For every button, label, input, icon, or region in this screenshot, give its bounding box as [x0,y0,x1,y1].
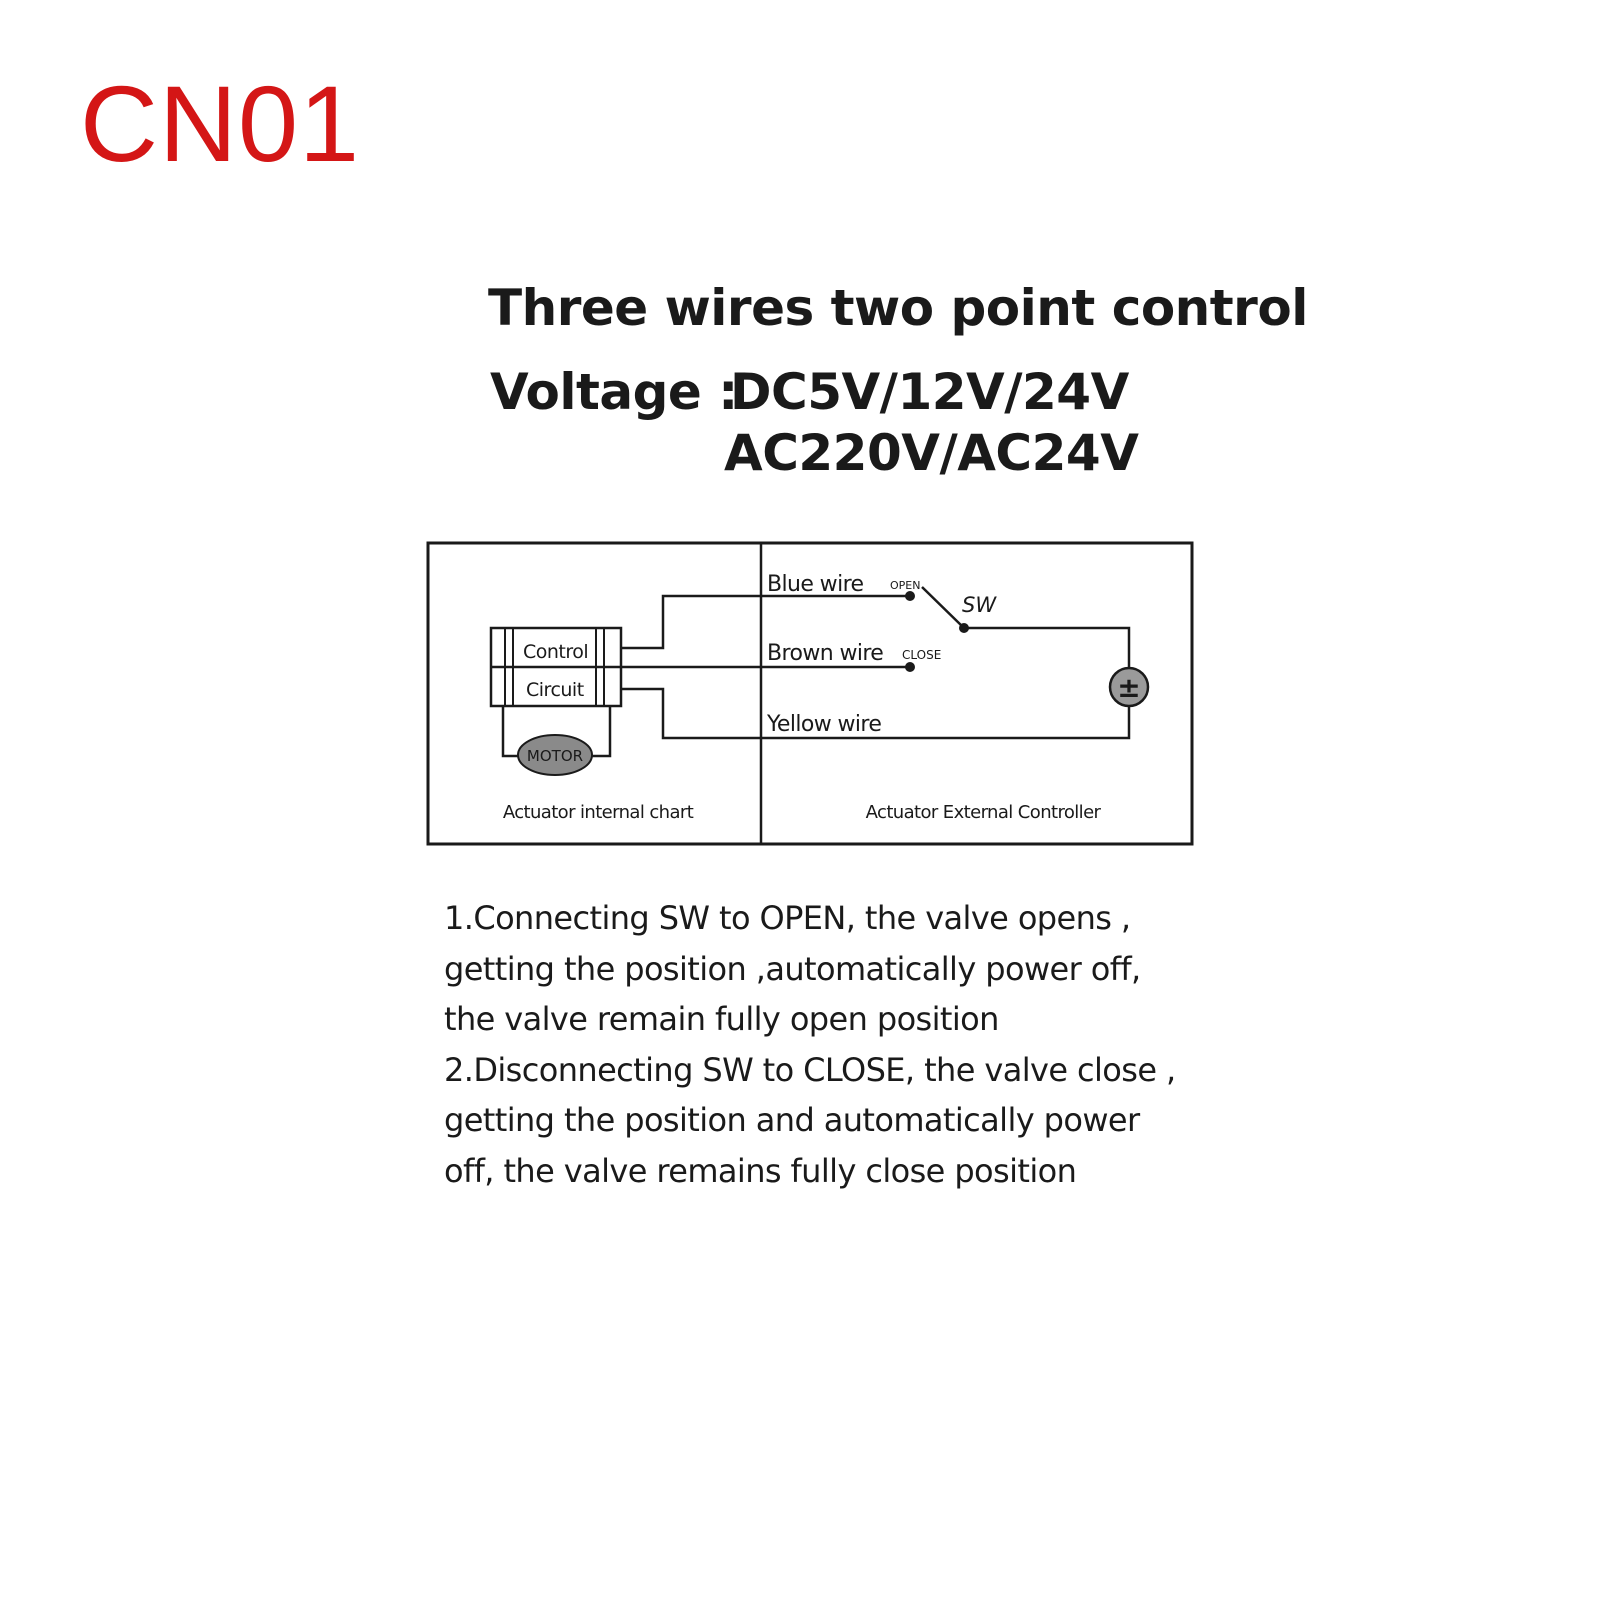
power-symbol: ± [1117,671,1141,704]
voltage-ac-value: AC220V/AC24V [724,424,1139,482]
close-label: CLOSE [902,648,942,662]
brown-wire-label: Brown wire [767,641,884,666]
instruction-line: the valve remain fully open position [444,1000,999,1038]
instruction-line: 1.Connecting SW to OPEN, the valve opens , [444,899,1131,937]
control-label: Control [523,641,589,663]
diagram-title: Three wires two point control [488,279,1308,337]
switch-supply-wire [964,628,1129,669]
switch-lever [922,587,964,628]
close-terminal [905,662,915,672]
circuit-label: Circuit [526,679,584,701]
internal-chart-caption: Actuator internal chart [502,802,694,823]
instruction-line: 2.Disconnecting SW to CLOSE, the valve close , [444,1050,1176,1089]
instruction-line: getting the position ,automatically power off, [444,949,1141,988]
open-terminal [905,591,915,601]
open-label: OPEN [890,579,921,592]
instruction-line: off, the valve remains fully close position [444,1151,1077,1190]
yellow-wire-label: Yellow wire [767,712,882,737]
model-code: CN01 [80,63,361,184]
switch-label: SW [962,593,997,617]
voltage-dc-value: DC5V/12V/24V [730,363,1129,421]
instruction-line: getting the position and automatically power [444,1101,1140,1139]
instructions [444,893,1224,1196]
motor-label: MOTOR [526,747,584,765]
voltage-label: Voltage : [490,363,738,421]
external-controller-caption: Actuator External Controller [865,802,1101,823]
blue-wire-label: Blue wire [767,572,864,597]
